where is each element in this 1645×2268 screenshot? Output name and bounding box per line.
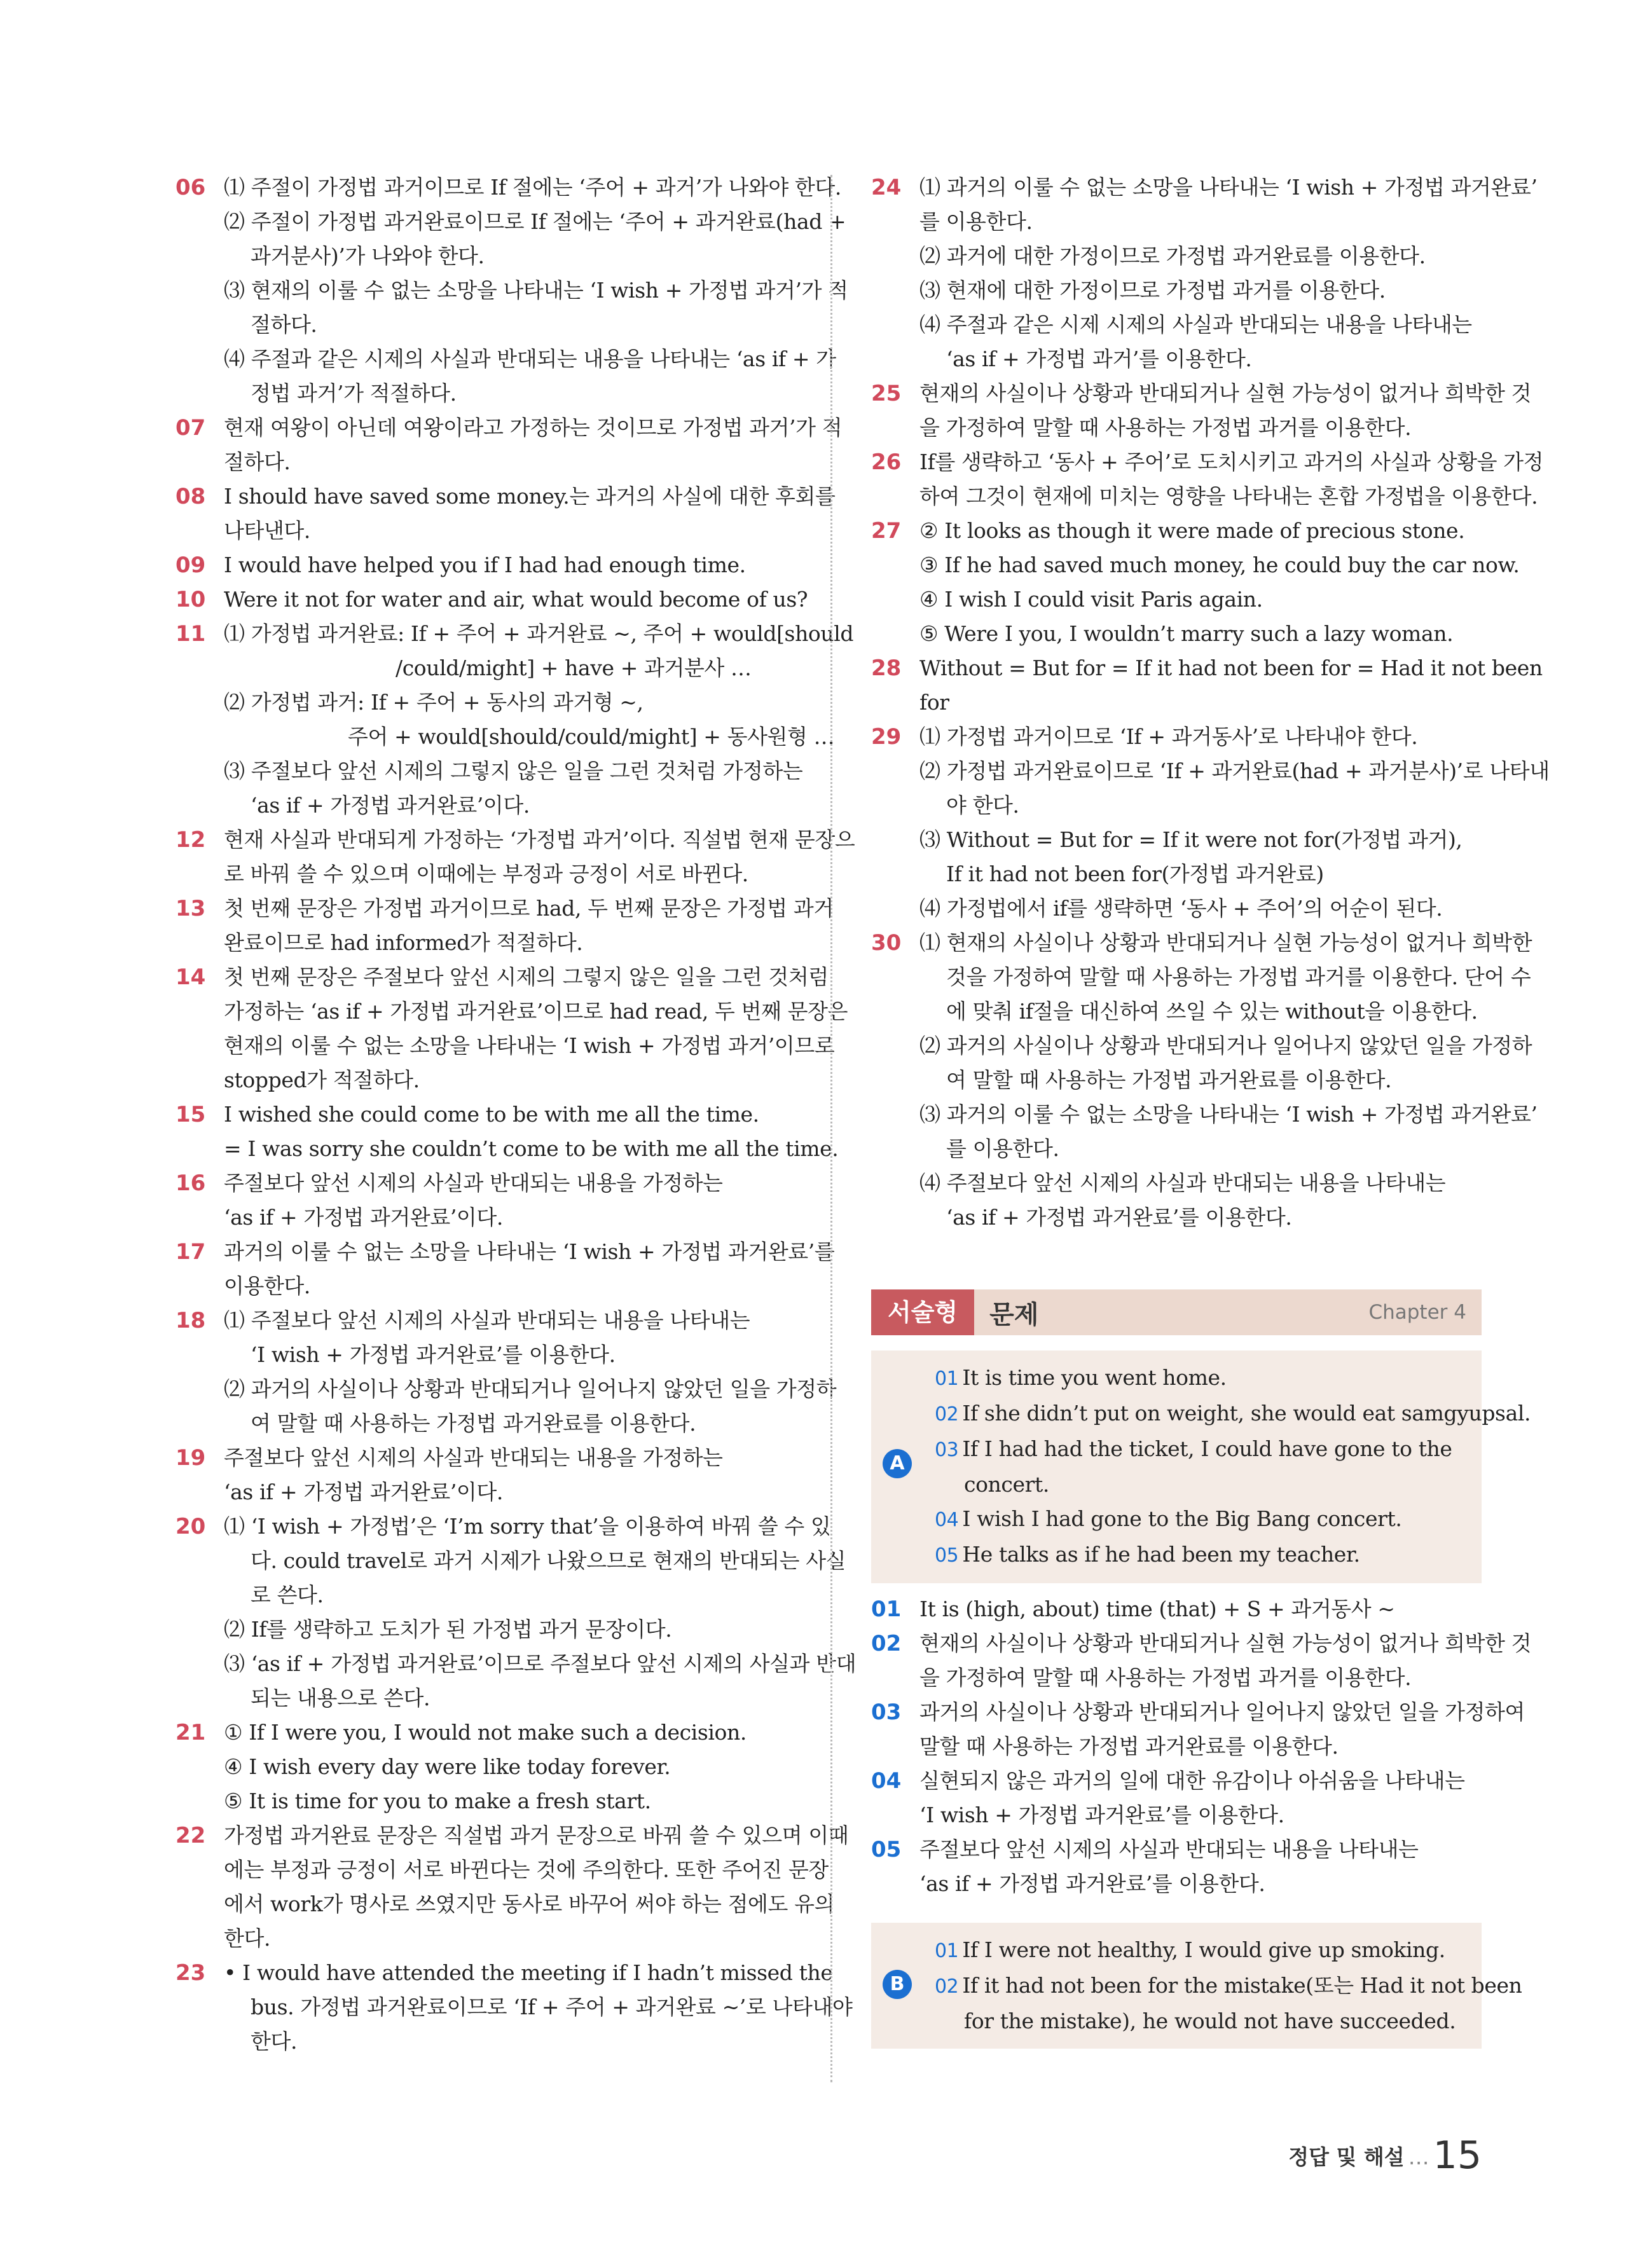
- item-line: 현재 여왕이 아닌데 여왕이라고 가정하는 것이므로 가정법 과거’가 적: [224, 415, 843, 440]
- box-line-text: If it had not been for the mistake(또는 Had it not been: [962, 1973, 1522, 1998]
- item-line: ‘as if + 가정법 과거완료’이다.: [224, 1205, 503, 1230]
- item-body: [919, 1764, 1482, 1832]
- item-line: 한다.: [224, 1926, 271, 1951]
- item-body: [224, 411, 842, 479]
- item-line: 한다.: [251, 2029, 298, 2054]
- item-line: 를 이용한다.: [946, 1136, 1059, 1161]
- item-line: ⑷ 주절보다 앞선 시제의 사실과 반대되는 내용을 나타내는: [919, 1171, 1446, 1195]
- item-line: 완료이므로 had informed가 적절하다.: [224, 930, 583, 955]
- item-line: 주절보다 앞선 시제의 사실과 반대되는 내용을 가정하는: [224, 1445, 723, 1470]
- page-number: 15: [1433, 2133, 1482, 2178]
- box-line-number: 02: [935, 1976, 959, 1998]
- box-line-text: It is time you went home.: [962, 1365, 1227, 1390]
- item-body: [224, 617, 853, 823]
- item-body: [224, 1509, 856, 1715]
- item-line: ① If I were you, I would not make such a decision.: [224, 1720, 747, 1745]
- item-line: ‘as if + 가정법 과거완료’이다.: [224, 1480, 503, 1504]
- answer-item: [871, 1832, 1482, 1901]
- item-line: 로 바꿔 쓸 수 있으며 이때에는 부정과 긍정이 서로 바뀐다.: [224, 862, 748, 886]
- item-body: [224, 960, 848, 1097]
- item-body: [919, 1592, 1482, 1626]
- item-line: ⑴ 가정법 과거완료: If + 주어 + 과거완료 ~, 주어 + would[should: [224, 621, 854, 646]
- item-line: 하여 그것이 현재에 미치는 영향을 나타내는 혼합 가정법을 이용한다.: [919, 484, 1538, 509]
- item-line: 과거분사)’가 나와야 한다.: [251, 244, 485, 268]
- box-line-text: He talks as if he had been my teacher.: [962, 1542, 1360, 1567]
- item-body: [919, 926, 1538, 1235]
- item-number: 20: [176, 1514, 206, 1539]
- box-line: [935, 1396, 1531, 1432]
- item-number: 11: [176, 621, 206, 647]
- answer-item: [176, 1097, 839, 1166]
- footer-dots: …: [1408, 2145, 1429, 2169]
- item-number: 10: [176, 587, 206, 612]
- item-line: ② It looks as though it were made of precious stone.: [919, 518, 1465, 543]
- box-line: [935, 1467, 1482, 1502]
- item-body: [224, 823, 855, 891]
- item-line: 다. could travel로 과거 시제가 나왔으므로 현재의 반대되는 사실: [251, 1548, 846, 1573]
- item-line: ‘as if + 가정법 과거완료’를 이용한다.: [919, 1871, 1265, 1896]
- banner-chapter: Chapter 4: [1368, 1301, 1466, 1324]
- item-line: 현재의 사실이나 상황과 반대되거나 실현 가능성이 없거나 희박한 것: [919, 381, 1532, 406]
- box-line-text: If she didn’t put on weight, she would eat samgyupsal.: [962, 1401, 1531, 1426]
- right-column: [871, 170, 1550, 2049]
- item-body: [919, 514, 1519, 651]
- item-number: 26: [871, 450, 902, 475]
- item-number: 29: [871, 724, 902, 750]
- box-line-number: 05: [935, 1544, 959, 1567]
- item-number: 09: [176, 553, 206, 578]
- item-line: 첫 번째 문장은 가정법 과거이므로 had, 두 번째 문장은 가정법 과거: [224, 896, 834, 921]
- item-body: [224, 170, 848, 411]
- item-body: [919, 651, 1543, 720]
- answer-item: [871, 1764, 1482, 1832]
- answer-item: [871, 651, 1543, 720]
- item-line: ⑴ 과거의 이룰 수 없는 소망을 나타내는 ‘I wish + 가정법 과거완료’: [919, 175, 1538, 200]
- item-line: 현재의 사실이나 상황과 반대되거나 실현 가능성이 없거나 희박한 것: [919, 1631, 1532, 1656]
- item-number: 28: [871, 656, 902, 681]
- answer-item: [871, 1695, 1525, 1764]
- item-line: 를 이용한다.: [919, 209, 1033, 234]
- item-line: ‘as if + 가정법 과거완료’이다.: [251, 793, 530, 818]
- answer-item: [871, 376, 1532, 445]
- item-body: [224, 1715, 799, 1818]
- item-line: ⑵ 과거의 사실이나 상황과 반대되거나 일어나지 않았던 일을 가정하: [224, 1377, 837, 1401]
- left-column: [176, 170, 857, 2059]
- item-body: [224, 1097, 838, 1166]
- item-body: [919, 1832, 1482, 1901]
- box-line: [935, 1432, 1482, 1467]
- item-number: 18: [176, 1308, 206, 1333]
- item-line: ⑶ ‘as if + 가정법 과거완료’이므로 주절보다 앞선 시제의 사실과 반대: [224, 1651, 857, 1676]
- answer-item: [176, 1509, 857, 1715]
- item-number: 03: [871, 1700, 902, 1725]
- answer-item: [176, 411, 843, 479]
- box-line-number: 02: [935, 1403, 959, 1426]
- answer-item: [871, 170, 1538, 376]
- item-line: 에는 부정과 긍정이 서로 바뀐다는 것에 주의한다. 또한 주어진 문장: [224, 1857, 829, 1882]
- item-line: ⑷ 주절과 같은 시제의 사실과 반대되는 내용을 나타내는 ‘as if + 가: [224, 347, 836, 371]
- item-line: 가정법 과거완료 문장은 직설법 과거 문장으로 바꿔 쓸 수 있으며 이때: [224, 1823, 849, 1848]
- box-line: [935, 1537, 1482, 1573]
- item-line: 되는 내용으로 쓴다.: [251, 1686, 430, 1710]
- item-line: ⑵ 과거에 대한 가정이므로 가정법 과거완료를 이용한다.: [919, 244, 1426, 268]
- item-number: 04: [871, 1768, 902, 1794]
- section-banner: [871, 1289, 1482, 1335]
- answer-item: [176, 1166, 799, 1235]
- item-line: If를 생략하고 ‘동사 + 주어’로 도치시키고 과거의 사실과 상황을 가정: [919, 450, 1544, 474]
- item-number: 08: [176, 484, 206, 509]
- item-line: 주어 + would[should/could/might] + 동사원형 …: [348, 724, 835, 749]
- item-line: 여 말할 때 사용하는 가정법 과거완료를 이용한다.: [946, 1068, 1392, 1092]
- item-body: [919, 1695, 1525, 1764]
- box-letter-badge: A: [883, 1449, 912, 1478]
- item-line: ⑵ 가정법 과거완료이므로 ‘If + 과거완료(had + 과거분사)’로 나타내: [919, 759, 1550, 783]
- item-line: ⑤ It is time for you to make a fresh start.: [224, 1789, 651, 1813]
- item-line: for: [919, 690, 949, 715]
- answer-item: [176, 1303, 837, 1441]
- item-number: 15: [176, 1102, 206, 1127]
- item-number: 21: [176, 1720, 206, 1745]
- item-body: [224, 1235, 834, 1303]
- box-line-number: 04: [935, 1509, 959, 1531]
- item-body: [919, 376, 1531, 445]
- item-body: [224, 1303, 836, 1441]
- item-line: ⑴ 가정법 과거이므로 ‘If + 과거동사’로 나타내야 한다.: [919, 724, 1418, 749]
- item-body: [224, 1956, 852, 2059]
- item-line: 이용한다.: [224, 1274, 311, 1298]
- item-line: ⑵ 주절이 가정법 과거완료이므로 If 절에는 ‘주어 + 과거완료(had +: [224, 209, 846, 234]
- item-number: 27: [871, 518, 902, 544]
- item-line: ⑷ 주절과 같은 시제 시제의 사실과 반대되는 내용을 나타내는: [919, 312, 1472, 337]
- item-line: ‘as if + 가정법 과거완료’를 이용한다.: [946, 1205, 1292, 1230]
- item-number: 05: [871, 1837, 902, 1862]
- banner-tag: 서술형: [871, 1289, 974, 1335]
- item-line: 정법 과거’가 적절하다.: [251, 381, 457, 406]
- item-line: ⑴ 주절보다 앞선 시제의 사실과 반대되는 내용을 나타내는: [224, 1308, 750, 1333]
- answer-item: [176, 1715, 799, 1818]
- item-line: ⑴ ‘I wish + 가정법’은 ‘I’m sorry that’을 이용하여 바꿔 쓸 수 있: [224, 1514, 831, 1539]
- item-body: [919, 170, 1538, 376]
- item-number: 30: [871, 930, 902, 956]
- item-body: [224, 582, 808, 617]
- item-body: [919, 445, 1543, 514]
- box-line-number: 01: [935, 1940, 959, 1962]
- item-line: ⑵ 과거의 사실이나 상황과 반대되거나 일어나지 않았던 일을 가정하: [919, 1033, 1532, 1058]
- item-number: 12: [176, 827, 206, 853]
- item-body: [224, 1166, 799, 1235]
- item-number: 19: [176, 1445, 206, 1471]
- item-line: ⑴ 주절이 가정법 과거이므로 If 절에는 ‘주어 + 과거’가 나와야 한다.: [224, 175, 841, 200]
- item-number: 02: [871, 1631, 902, 1656]
- item-line: 현재 사실과 반대되게 가정하는 ‘가정법 과거’이다. 직설법 현재 문장으: [224, 827, 855, 852]
- box-line-number: 03: [935, 1439, 959, 1461]
- item-line: ⑶ 현재의 이룰 수 없는 소망을 나타내는 ‘I wish + 가정법 과거’가 적: [224, 278, 848, 303]
- item-line: stopped가 적절하다.: [224, 1068, 420, 1092]
- item-line: 야 한다.: [946, 793, 1019, 818]
- item-line: ⑴ 현재의 사실이나 상황과 반대되거나 실현 가능성이 없거나 희박한: [919, 930, 1532, 955]
- answer-item: [176, 1441, 799, 1509]
- answer-item: [871, 514, 1520, 651]
- item-line: I would have helped you if I had had enough time.: [224, 553, 746, 577]
- item-line: If it had not been for(가정법 과거완료): [946, 862, 1324, 886]
- item-number: 24: [871, 175, 902, 200]
- item-line: 절하다.: [251, 312, 317, 337]
- item-number: 07: [176, 415, 206, 441]
- item-line: 에 맞춰 if절을 대신하여 쓰일 수 있는 without을 이용한다.: [946, 999, 1478, 1024]
- item-line: 현재의 이룰 수 없는 소망을 나타내는 ‘I wish + 가정법 과거’이므로: [224, 1033, 835, 1058]
- item-line: ⑤ Were I you, I wouldn’t marry such a lazy woman.: [919, 621, 1454, 646]
- answer-box-b: [871, 1923, 1522, 2049]
- item-line: ④ I wish I could visit Paris again.: [919, 587, 1263, 612]
- item-line: 여 말할 때 사용하는 가정법 과거완료를 이용한다.: [251, 1411, 696, 1436]
- item-line: ⑷ 가정법에서 if를 생략하면 ‘동사 + 주어’의 어순이 된다.: [919, 896, 1443, 921]
- item-line: ③ If he had saved much money, he could buy the car now.: [919, 553, 1520, 577]
- item-line: bus. 가정법 과거완료이므로 ‘If + 주어 + 과거완료 ~’로 나타내야: [251, 1995, 853, 2019]
- item-line: ⑵ 가정법 과거: If + 주어 + 동사의 과거형 ~,: [224, 690, 644, 715]
- item-number: 01: [871, 1597, 902, 1622]
- item-line: ⑶ 현재에 대한 가정이므로 가정법 과거를 이용한다.: [919, 278, 1386, 303]
- answer-item: [871, 1592, 1482, 1626]
- item-number: 13: [176, 896, 206, 921]
- item-line: 과거의 이룰 수 없는 소망을 나타내는 ‘I wish + 가정법 과거완료’를: [224, 1239, 835, 1264]
- box-line-number: 01: [935, 1368, 959, 1390]
- box-letter-badge: B: [883, 1970, 912, 1999]
- explanation-items: [871, 1592, 1532, 1901]
- column-divider: [830, 175, 832, 2082]
- item-line: ‘I wish + 가정법 과거완료’를 이용한다.: [251, 1342, 616, 1367]
- answer-item: [176, 960, 848, 1097]
- item-line: ⑶ Without = But for = If it were not for(가정법 과거),: [919, 827, 1463, 852]
- answer-item: [871, 445, 1544, 514]
- item-line: 에서 work가 명사로 쓰였지만 동사로 바꾸어 써야 하는 점에도 유의: [224, 1892, 835, 1916]
- page-footer: [1288, 2133, 1482, 2178]
- item-line: 실현되지 않은 과거의 일에 대한 유감이나 아쉬움을 나타내는: [919, 1768, 1465, 1793]
- item-line: ‘I wish + 가정법 과거완료’를 이용한다.: [919, 1803, 1284, 1827]
- item-body: [224, 1818, 848, 1956]
- item-line: 주절보다 앞선 시제의 사실과 반대되는 내용을 가정하는: [224, 1171, 723, 1195]
- answer-item: [176, 582, 808, 617]
- item-body: [919, 720, 1550, 926]
- answer-item: [176, 1235, 835, 1303]
- item-line: ⑵ If를 생략하고 도치가 된 가정법 과거 문장이다.: [224, 1617, 672, 1642]
- item-line: Were it not for water and air, what would become of us?: [224, 587, 808, 612]
- answer-item: [871, 720, 1550, 926]
- answer-item: [176, 617, 854, 823]
- item-line: 을 가정하여 말할 때 사용하는 가정법 과거를 이용한다.: [919, 1665, 1412, 1690]
- item-body: [919, 1626, 1531, 1695]
- item-line: I should have saved some money.는 과거의 사실에 대한 후회를: [224, 484, 836, 509]
- answer-box-a: [871, 1350, 1531, 1583]
- box-line-text: I wish I had gone to the Big Bang concert.: [962, 1506, 1402, 1531]
- item-line: 나타낸다.: [224, 518, 311, 543]
- item-number: 06: [176, 175, 206, 200]
- banner-title: 문제: [989, 1300, 1039, 1330]
- answer-item: [176, 1818, 849, 1956]
- box-line: [935, 1933, 1482, 1969]
- item-line: 주절보다 앞선 시제의 사실과 반대되는 내용을 나타내는: [919, 1837, 1419, 1862]
- box-line-text: If I had had the ticket, I could have gone to the: [962, 1436, 1452, 1461]
- item-line: 로 쓴다.: [251, 1583, 324, 1607]
- item-line: 과거의 사실이나 상황과 반대되거나 일어나지 않았던 일을 가정하여: [919, 1700, 1525, 1724]
- item-line: 말할 때 사용하는 가정법 과거완료를 이용한다.: [919, 1734, 1339, 1759]
- item-body: [224, 548, 799, 582]
- item-number: 16: [176, 1171, 206, 1196]
- answer-item: [176, 548, 799, 582]
- item-line: I wished she could come to be with me all the time.: [224, 1102, 759, 1127]
- box-line: [935, 2004, 1482, 2038]
- item-line: /could/might] + have + 과거분사 …: [396, 656, 752, 680]
- answer-item: [176, 1956, 853, 2059]
- box-line-text: for the mistake), he would not have succeeded.: [964, 2009, 1456, 2033]
- item-line: ⑶ 주절보다 앞선 시제의 그렇지 않은 일을 그런 것처럼 가정하는: [224, 759, 803, 783]
- item-number: 17: [176, 1239, 206, 1265]
- item-line: 절하다.: [224, 450, 291, 474]
- answer-item: [176, 479, 836, 548]
- item-line: 것을 가정하여 말할 때 사용하는 가정법 과거를 이용한다. 단어 수: [946, 965, 1531, 989]
- item-line: ④ I wish every day were like today forever.: [224, 1754, 671, 1779]
- box-line: [935, 1361, 1482, 1396]
- box-line: [935, 1502, 1482, 1537]
- right-items: [871, 170, 1550, 1235]
- answer-item: [871, 1626, 1532, 1695]
- answer-item: [176, 891, 834, 960]
- item-line: 가정하는 ‘as if + 가정법 과거완료’이므로 had read, 두 번째 문장은: [224, 999, 848, 1024]
- item-body: [224, 479, 836, 548]
- item-line: Without = But for = If it had not been for = Had it not been: [919, 656, 1543, 680]
- item-line: 첫 번째 문장은 주절보다 앞선 시제의 그렇지 않은 일을 그런 것처럼: [224, 965, 829, 989]
- item-body: [224, 1441, 799, 1509]
- item-line: 을 가정하여 말할 때 사용하는 가정법 과거를 이용한다.: [919, 415, 1412, 440]
- answer-item: [176, 170, 848, 411]
- item-number: 25: [871, 381, 902, 406]
- item-line: It is (high, about) time (that) + S + 과거동사 ~: [919, 1597, 1395, 1621]
- box-line-text: concert.: [964, 1472, 1049, 1497]
- item-number: 23: [176, 1960, 206, 1986]
- answer-item: [871, 926, 1538, 1235]
- answer-item: [176, 823, 855, 891]
- item-line: ‘as if + 가정법 과거’를 이용한다.: [946, 347, 1252, 371]
- item-number: 22: [176, 1823, 206, 1848]
- item-number: 14: [176, 965, 206, 990]
- box-line-text: If I were not healthy, I would give up smoking.: [962, 1937, 1445, 1962]
- footer-title: 정답 및 해설: [1288, 2145, 1405, 2169]
- item-body: [224, 891, 834, 960]
- item-line: = I was sorry she couldn’t come to be with me all the time.: [224, 1136, 839, 1161]
- item-line: ⑶ 과거의 이룰 수 없는 소망을 나타내는 ‘I wish + 가정법 과거완료’: [919, 1102, 1538, 1127]
- item-line: • I would have attended the meeting if I hadn’t missed the: [224, 1960, 833, 1985]
- box-line: [935, 1969, 1522, 2004]
